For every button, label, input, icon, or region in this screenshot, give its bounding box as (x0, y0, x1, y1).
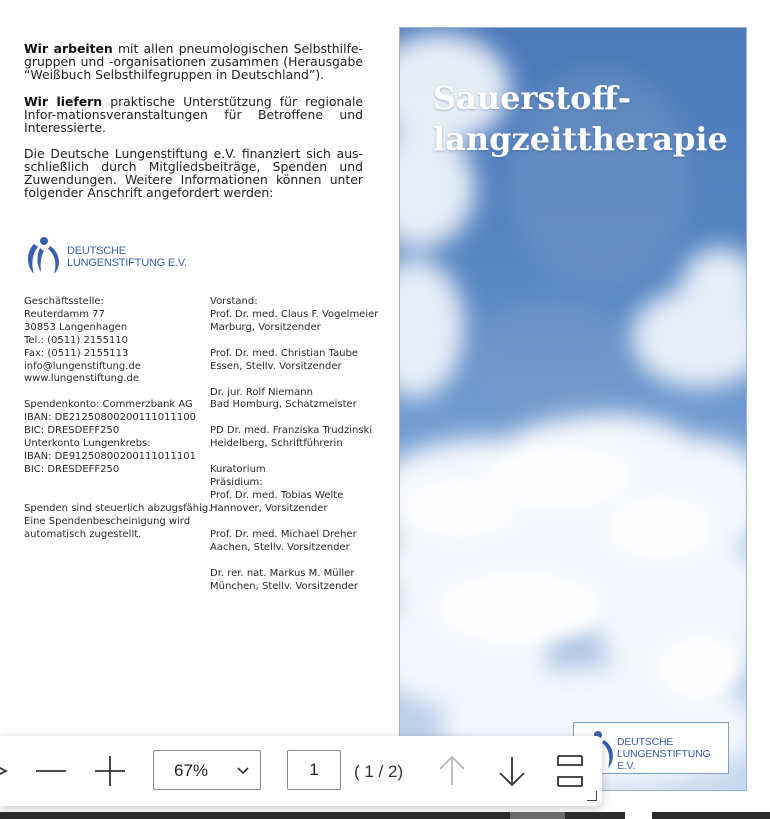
board-line: Prof. Dr. med. Claus F. Vogelmeier (210, 308, 379, 320)
contact-line: BIC: DRESDEFF250 (24, 425, 120, 437)
contact-column (24, 296, 212, 542)
logo-line-1: DEUTSCHE (617, 736, 674, 748)
page-number-input[interactable]: 1 (287, 750, 341, 790)
cover-title-line-1: Sauerstoff- (433, 79, 632, 117)
zoom-in-icon (88, 749, 132, 793)
zoom-value: 67% (174, 761, 209, 780)
paragraph-text: mit allen pneumologischen Selbsthilfe-gruppen und -organisationen zusammen (Herausgabe “Weißbuch Selbsthilfegruppen in Deutschland”). (24, 41, 363, 82)
logo-line-2: LUNGENSTIFTUNG E.V. (617, 748, 711, 772)
logo-line-2: LUNGENSTIFTUNG E.V. (67, 257, 187, 269)
board-line: Heidelberg, Schriftführerin (210, 438, 343, 450)
contact-line: info@lungenstiftung.de (24, 360, 141, 372)
contact-line: 30853 Langenhagen (24, 321, 128, 333)
board-column (210, 296, 390, 593)
contact-line: Fax: (0511) 2155113 (24, 347, 129, 359)
board-line: Dr. rer. nat. Markus M. Müller (210, 567, 355, 579)
paragraph-support (24, 95, 363, 134)
board-line: Aachen, Stellv. Vorsitzender (210, 541, 350, 553)
board-line: Vorstand: (210, 296, 258, 307)
board-line: Bad Homburg, Schatzmeister (210, 399, 357, 411)
fit-page-button[interactable] (548, 749, 592, 793)
zoom-out-button[interactable] (28, 749, 72, 793)
board-line: Prof. Dr. med. Michael Dreher (210, 528, 357, 540)
board-line: Prof. Dr. med. Tobias Welte (210, 489, 344, 501)
taskbar-strip-highlight (510, 812, 565, 819)
board-line: PD Dr. med. Franziska Trudzinski (210, 425, 373, 437)
contact-line: IBAN: DE21250800200111011100 (24, 412, 196, 424)
contact-line: Geschäftsstelle: (24, 296, 104, 307)
board-line: Hannover, Vorsitzender (210, 502, 328, 514)
previous-page-button[interactable] (430, 749, 474, 793)
logo-wordmark (617, 736, 728, 772)
paragraph-lead: Wir arbeiten (24, 41, 113, 56)
arrow-down-icon (490, 749, 534, 793)
contact-line: Eine Spendenbescheinigung wird (24, 515, 191, 527)
page-count: ( 1 / 2) (354, 762, 404, 781)
contact-line: BIC: DRESDEFF250 (24, 463, 120, 475)
logo-wordmark (67, 245, 187, 269)
board-line: Präsidium: (210, 477, 263, 489)
board-line: Prof. Dr. med. Christian Taube (210, 347, 359, 359)
board-line: Essen, Stellv. Vorsitzender (210, 360, 342, 372)
pdf-toolbar (0, 736, 602, 806)
cover-title-line-2: langzeittherapie (433, 120, 728, 158)
paragraph-text: praktische Unterstützung für regionale Infor-mationsveranstaltungen für Betroffene und Interessierte. (24, 94, 364, 135)
taskbar-strip (652, 812, 770, 819)
draw-tool-button[interactable] (0, 749, 22, 793)
contact-line: Tel.: (0511) 2155110 (24, 334, 129, 346)
contact-line: Spendenkonto: Commerzbank AG (24, 399, 193, 411)
paragraph-cooperation (24, 42, 363, 81)
board-line: Dr. jur. Rolf Niemann (210, 386, 313, 398)
cover-title (433, 78, 728, 160)
lungenstiftung-logo (24, 234, 204, 276)
contact-line: Unterkonto Lungenkrebs: (24, 438, 151, 450)
zoom-select[interactable] (153, 750, 261, 790)
contact-line: Reuterdamm 77 (24, 308, 105, 320)
next-page-button[interactable] (490, 749, 534, 793)
zoom-out-icon (28, 749, 72, 793)
contact-line: IBAN: DE91250800200111011101 (24, 450, 196, 462)
board-line: Marburg, Vorsitzender (210, 321, 321, 333)
pen-icon (0, 749, 22, 793)
contact-line: Spenden sind steuerlich abzugsfähig. (24, 502, 212, 514)
fit-page-icon (548, 749, 592, 793)
resize-grip[interactable] (587, 791, 597, 801)
board-line: Kuratorium (210, 464, 266, 476)
contact-line: automatisch zugestellt. (24, 528, 142, 540)
board-line: München, Stellv. Vorsitzender (210, 580, 359, 592)
paragraph-financing: Die Deutsche Lungenstiftung e.V. finanziert sich aus-schließlich durch Mitgliedsbeiträge, Spenden und Zuwendungen. Weitere Informationen können unter folgender Anschrift angefordert werden: (24, 146, 363, 200)
cover-image (399, 27, 747, 791)
chevron-down-icon (236, 766, 250, 776)
arrow-up-icon (430, 749, 474, 793)
lungs-logo-icon (24, 234, 64, 276)
zoom-in-button[interactable] (88, 749, 132, 793)
paragraph-lead: Wir liefern (24, 94, 103, 109)
logo-line-1: DEUTSCHE (67, 245, 126, 257)
contact-line: www.lungenstiftung.de (24, 373, 139, 385)
